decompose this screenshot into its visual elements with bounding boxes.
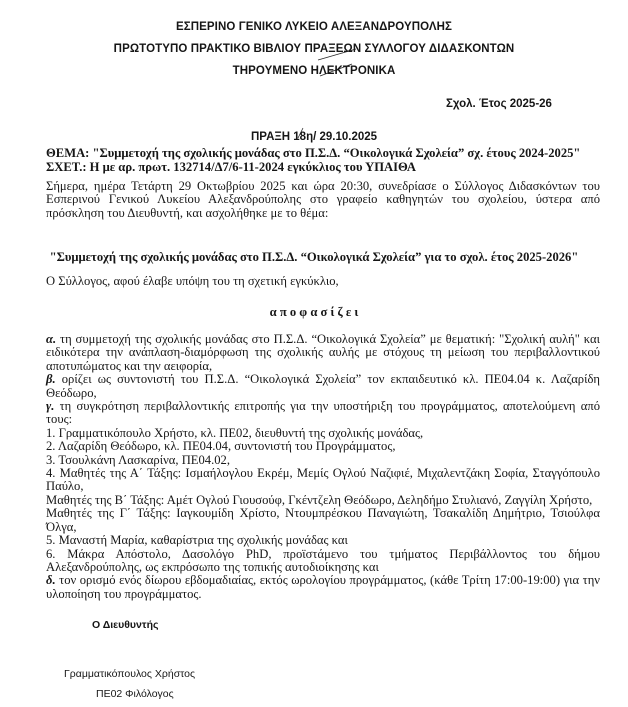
committee-member: 4. Μαθητές της Α΄ Τάξης: Ισμαήλογλου Εκρέμ, Μεμίς Ογλού Ναζιφιέ, Μιχαλεντζάκη Σοφία, Σταγγόπουλο Παύλο,	[46, 466, 600, 494]
item-label: γ.	[46, 399, 55, 414]
committee-member: 2. Λαζαρίδη Θεόδωρο, κλ. ΠΕ04.04, συντονιστή του Προγράμματος,	[46, 439, 396, 454]
decision-item-c	[46, 400, 600, 427]
decision-item-a	[46, 333, 600, 373]
item-text: ορίζει ως συντονιστή του Π.Σ.Δ. “Οικολογικά Σχολεία” τον εκπαιδευτικό κλ. ΠΕ04.04 κ. Λαζαρίδη Θεόδωρο,	[46, 372, 600, 400]
item-label: β.	[46, 372, 56, 387]
item-text: τη συμμετοχή της σχολικής μονάδας στο Π.Σ.Δ. “Οικολογικά Σχολεία” με θεματική: "Σχολική αυλή" και ειδικότερα την ανάπλαση-διαμόρφωση της σχολικής αυλής με στόχους τη μείωση του περιβαλλοντικού αποτυπώματος και την αειφορία,	[46, 332, 600, 373]
committee-member: Μαθητές της Γ΄ Τάξης: Ιαγκουμίδη Χρίστο, Ντουμπρέσκου Παναγιώτη, Τσακαλίδη Δημήτριο, Τσιούλφα Όλγα,	[46, 506, 600, 534]
committee-member: 1. Γραμματικόπουλο Χρήστο, κλ. ΠΕ02, διευθυντή της σχολικής μονάδας,	[46, 425, 424, 440]
committee-member: 6. Μάκρα Απόστολο, Δασολόγο PhD, προϊστάμενο του τμήματος Περιβάλλοντος του δήμου Αλεξανδρούπολης, ως εκπρόσωπο της τοπικής αυτοδιοίκησης και	[46, 546, 600, 574]
committee-member: Μαθητές της Β΄ Τάξης: Αμέτ Ογλού Γιουσούφ, Γκέντζελη Θεόδωρο, Δεληδήμο Στυλιανό, Ζαγγίλη Χρήστο,	[46, 492, 593, 507]
item-text: τον ορισμό ενός δίωρου εβδομαδιαίας, εκτός ωρολογίου προγράμματος, (κάθε Τρίτη 17:00-19:00) για την υλοποίηση του προγράμματος.	[46, 573, 600, 601]
signature-role: Ο Διευθυντής	[92, 619, 159, 631]
act-reference: ΣΧΕΤ.: Η με αρ. πρωτ. 132714/Δ7/6-11-2024 εγκύκλιος του ΥΠΑΙΘΑ	[46, 160, 417, 174]
decision-item-d	[46, 574, 600, 601]
signature-specialty: ΠΕ02 Φιλόλογος	[96, 688, 174, 700]
act-number: ΠΡΑΞΗ 18η/ 29.10.2025	[250, 131, 378, 143]
decision-body	[46, 333, 600, 601]
school-year: Σχολ. Έτος 2025-26	[446, 98, 552, 110]
decides-heading: α π ο φ α σ ί ζ ε ι	[269, 305, 359, 319]
act-subject: ΘΕΜΑ: "Συμμετοχή της σχολικής μονάδας στο Π.Σ.Δ. “Οικολογικά Σχολεία” σχ. έτους 2024-2025"	[46, 146, 581, 160]
item-label: α.	[46, 332, 57, 346]
book-title: ΠΡΩΤΟΤΥΠΟ ΠΡΑΚΤΙΚΟ ΒΙΒΛΙΟΥ ΠΡΑΞΕΩΝ ΣΥΛΛΟΓΟΥ ΔΙΔΑΣΚΟΝΤΩΝ	[113, 43, 515, 55]
meeting-topic: "Συμμετοχή της σχολικής μονάδας στο Π.Σ.Δ. “Οικολογικά Σχολεία” για το σχολ. έτος 2025-2026"	[49, 250, 579, 264]
committee-member: 5. Μαναστή Μαρία, καθαρίστρια της σχολικής μονάδας και	[46, 533, 348, 548]
signature-name: Γραμματικόπουλος Χρήστος	[64, 668, 196, 680]
item-label: δ.	[46, 573, 56, 588]
kept-electronically-note: ΤΗΡΟΥΜΕΝΟ ΗΛΕΚΤΡΟΝΙΚΑ	[232, 65, 396, 77]
committee-member: 3. Τσουλκάνη Λασκαρίνα, ΠΕ04.02,	[46, 452, 230, 467]
decision-item-b	[46, 373, 600, 400]
school-name: ΕΣΠΕΡΙΝΟ ΓΕΝΙΚΟ ΛΥΚΕΙΟ ΑΛΕΞΑΝΔΡΟΥΠΟΛΗΣ	[175, 21, 453, 33]
item-text: τη συγκρότηση περιβαλλοντικής επιτροπής για την υποστήριξη του προγράμματος, αποτελούμενη από τους:	[46, 399, 600, 427]
intro-paragraph: Σήμερα, ημέρα Τετάρτη 29 Οκτωβρίου 2025 και ώρα 20:30, συνεδρίασε ο Σύλλογος Διδασκόντων του Εσπερινού Γενικού Λυκείου Αλεξανδρούπολης στο γραφείο καθηγητών του σχολείου, ύστερα από πρόσκληση του Διευθυντή, και ασχολήθηκε με το θέμα:	[46, 179, 600, 220]
consideration-text: Ο Σύλλογος, αφού έλαβε υπόψη του τη σχετική εγκύκλιο,	[46, 274, 339, 288]
